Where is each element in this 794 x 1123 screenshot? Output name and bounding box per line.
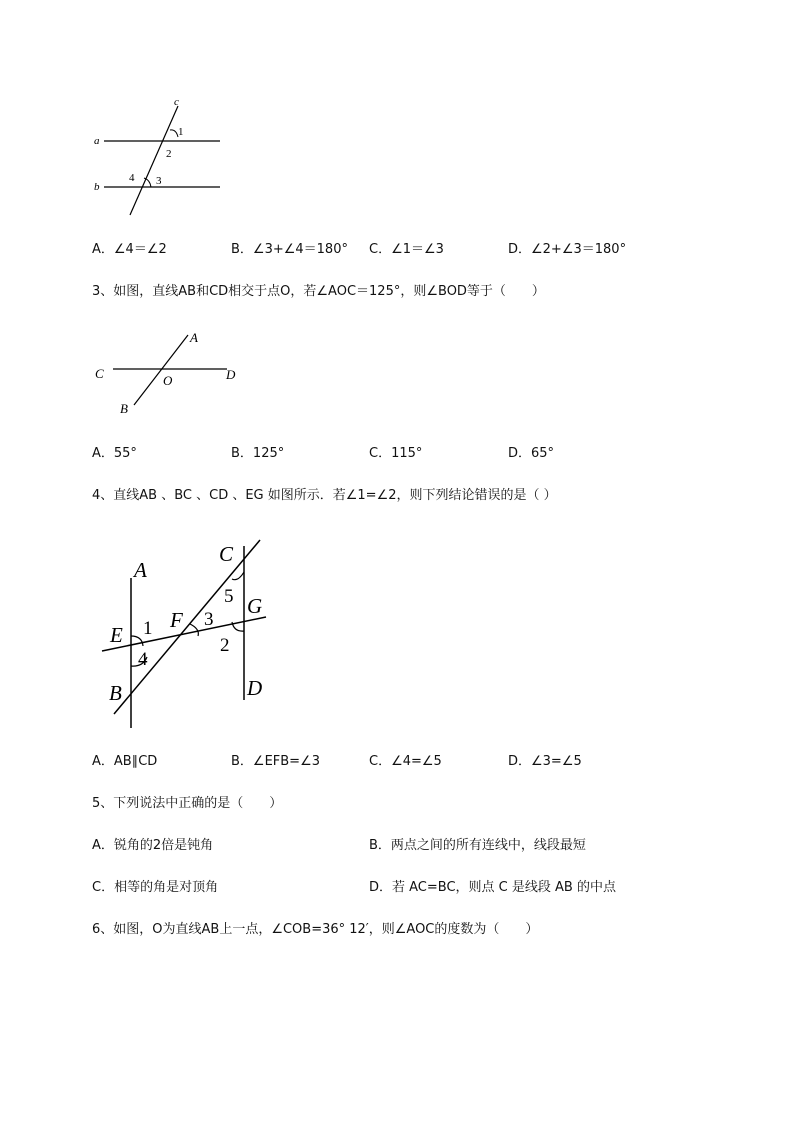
angle-label-4: 4 <box>129 172 135 184</box>
q2-option-c[interactable]: C．∠1＝∠3 <box>369 242 444 257</box>
angle-label-1: 1 <box>143 618 153 639</box>
q3-option-b[interactable]: B．125° <box>231 446 285 461</box>
q3-option-d[interactable]: D．65° <box>508 446 555 461</box>
q4-stem: 4、直线AB 、BC 、CD 、EG 如图所示．若∠1=∠2，则下列结论错误的是（ ） <box>92 488 557 503</box>
q2-option-b[interactable]: B．∠3+∠4＝180° <box>231 242 348 257</box>
label-b: b <box>94 181 100 193</box>
angle-label-2: 2 <box>166 148 172 160</box>
label-G: G <box>247 594 263 618</box>
q4-option-a[interactable]: A．AB∥CD <box>92 754 158 769</box>
label-C: C <box>95 366 104 381</box>
angle-arc-1 <box>170 130 178 137</box>
q4-option-b[interactable]: B．∠EFB=∠3 <box>231 754 321 769</box>
angle-label-3: 3 <box>156 175 162 187</box>
q2-option-d[interactable]: D．∠2+∠3＝180° <box>508 242 627 257</box>
figure-intersecting-lines <box>90 325 250 420</box>
line-ab <box>134 335 188 405</box>
label-E: E <box>110 623 123 647</box>
label-D: D <box>226 367 236 382</box>
q5-option-b[interactable]: B．两点之间的所有连线中，线段最短 <box>369 838 586 853</box>
angle-label-4: 4 <box>138 649 148 670</box>
q3-stem: 3、如图，直线AB和CD相交于点O，若∠AOC＝125°，则∠BOD等于（ ） <box>92 284 545 299</box>
q2-option-a[interactable]: A．∠4＝∠2 <box>92 242 167 257</box>
label-C: C <box>219 542 234 566</box>
q5-option-d[interactable]: D．若 AC=BC，则点 C 是线段 AB 的中点 <box>369 880 616 895</box>
line-eg <box>102 617 266 651</box>
angle-arc-3 <box>190 624 198 636</box>
q4-option-c[interactable]: C．∠4=∠5 <box>369 754 442 769</box>
q4-option-d[interactable]: D．∠3=∠5 <box>508 754 582 769</box>
label-A: A <box>190 330 198 345</box>
label-a: a <box>94 135 100 147</box>
angle-label-2: 2 <box>220 635 230 656</box>
label-c: c <box>174 96 179 108</box>
label-A: A <box>134 558 147 582</box>
label-F: F <box>170 608 183 632</box>
label-D: D <box>247 676 263 700</box>
figure-four-lines <box>98 532 280 732</box>
angle-label-3: 3 <box>204 609 214 630</box>
q3-option-a[interactable]: A．55° <box>92 446 137 461</box>
q6-stem: 6、如图，O为直线AB上一点，∠COB=36° 12′，则∠AOC的度数为（ ） <box>92 922 539 937</box>
figure-parallel-lines-transversal <box>88 92 228 220</box>
angle-label-1: 1 <box>178 126 184 138</box>
label-B: B <box>109 681 122 705</box>
q5-stem: 5、下列说法中正确的是（ ） <box>92 796 283 811</box>
label-O: O <box>163 373 173 388</box>
line-c <box>130 106 178 215</box>
label-B: B <box>120 401 128 416</box>
angle-arc-5 <box>232 572 244 580</box>
q3-option-c[interactable]: C．115° <box>369 446 423 461</box>
q5-option-c[interactable]: C．相等的角是对顶角 <box>92 880 219 895</box>
q5-option-a[interactable]: A．锐角的2倍是钝角 <box>92 838 214 853</box>
angle-label-5: 5 <box>224 586 234 607</box>
